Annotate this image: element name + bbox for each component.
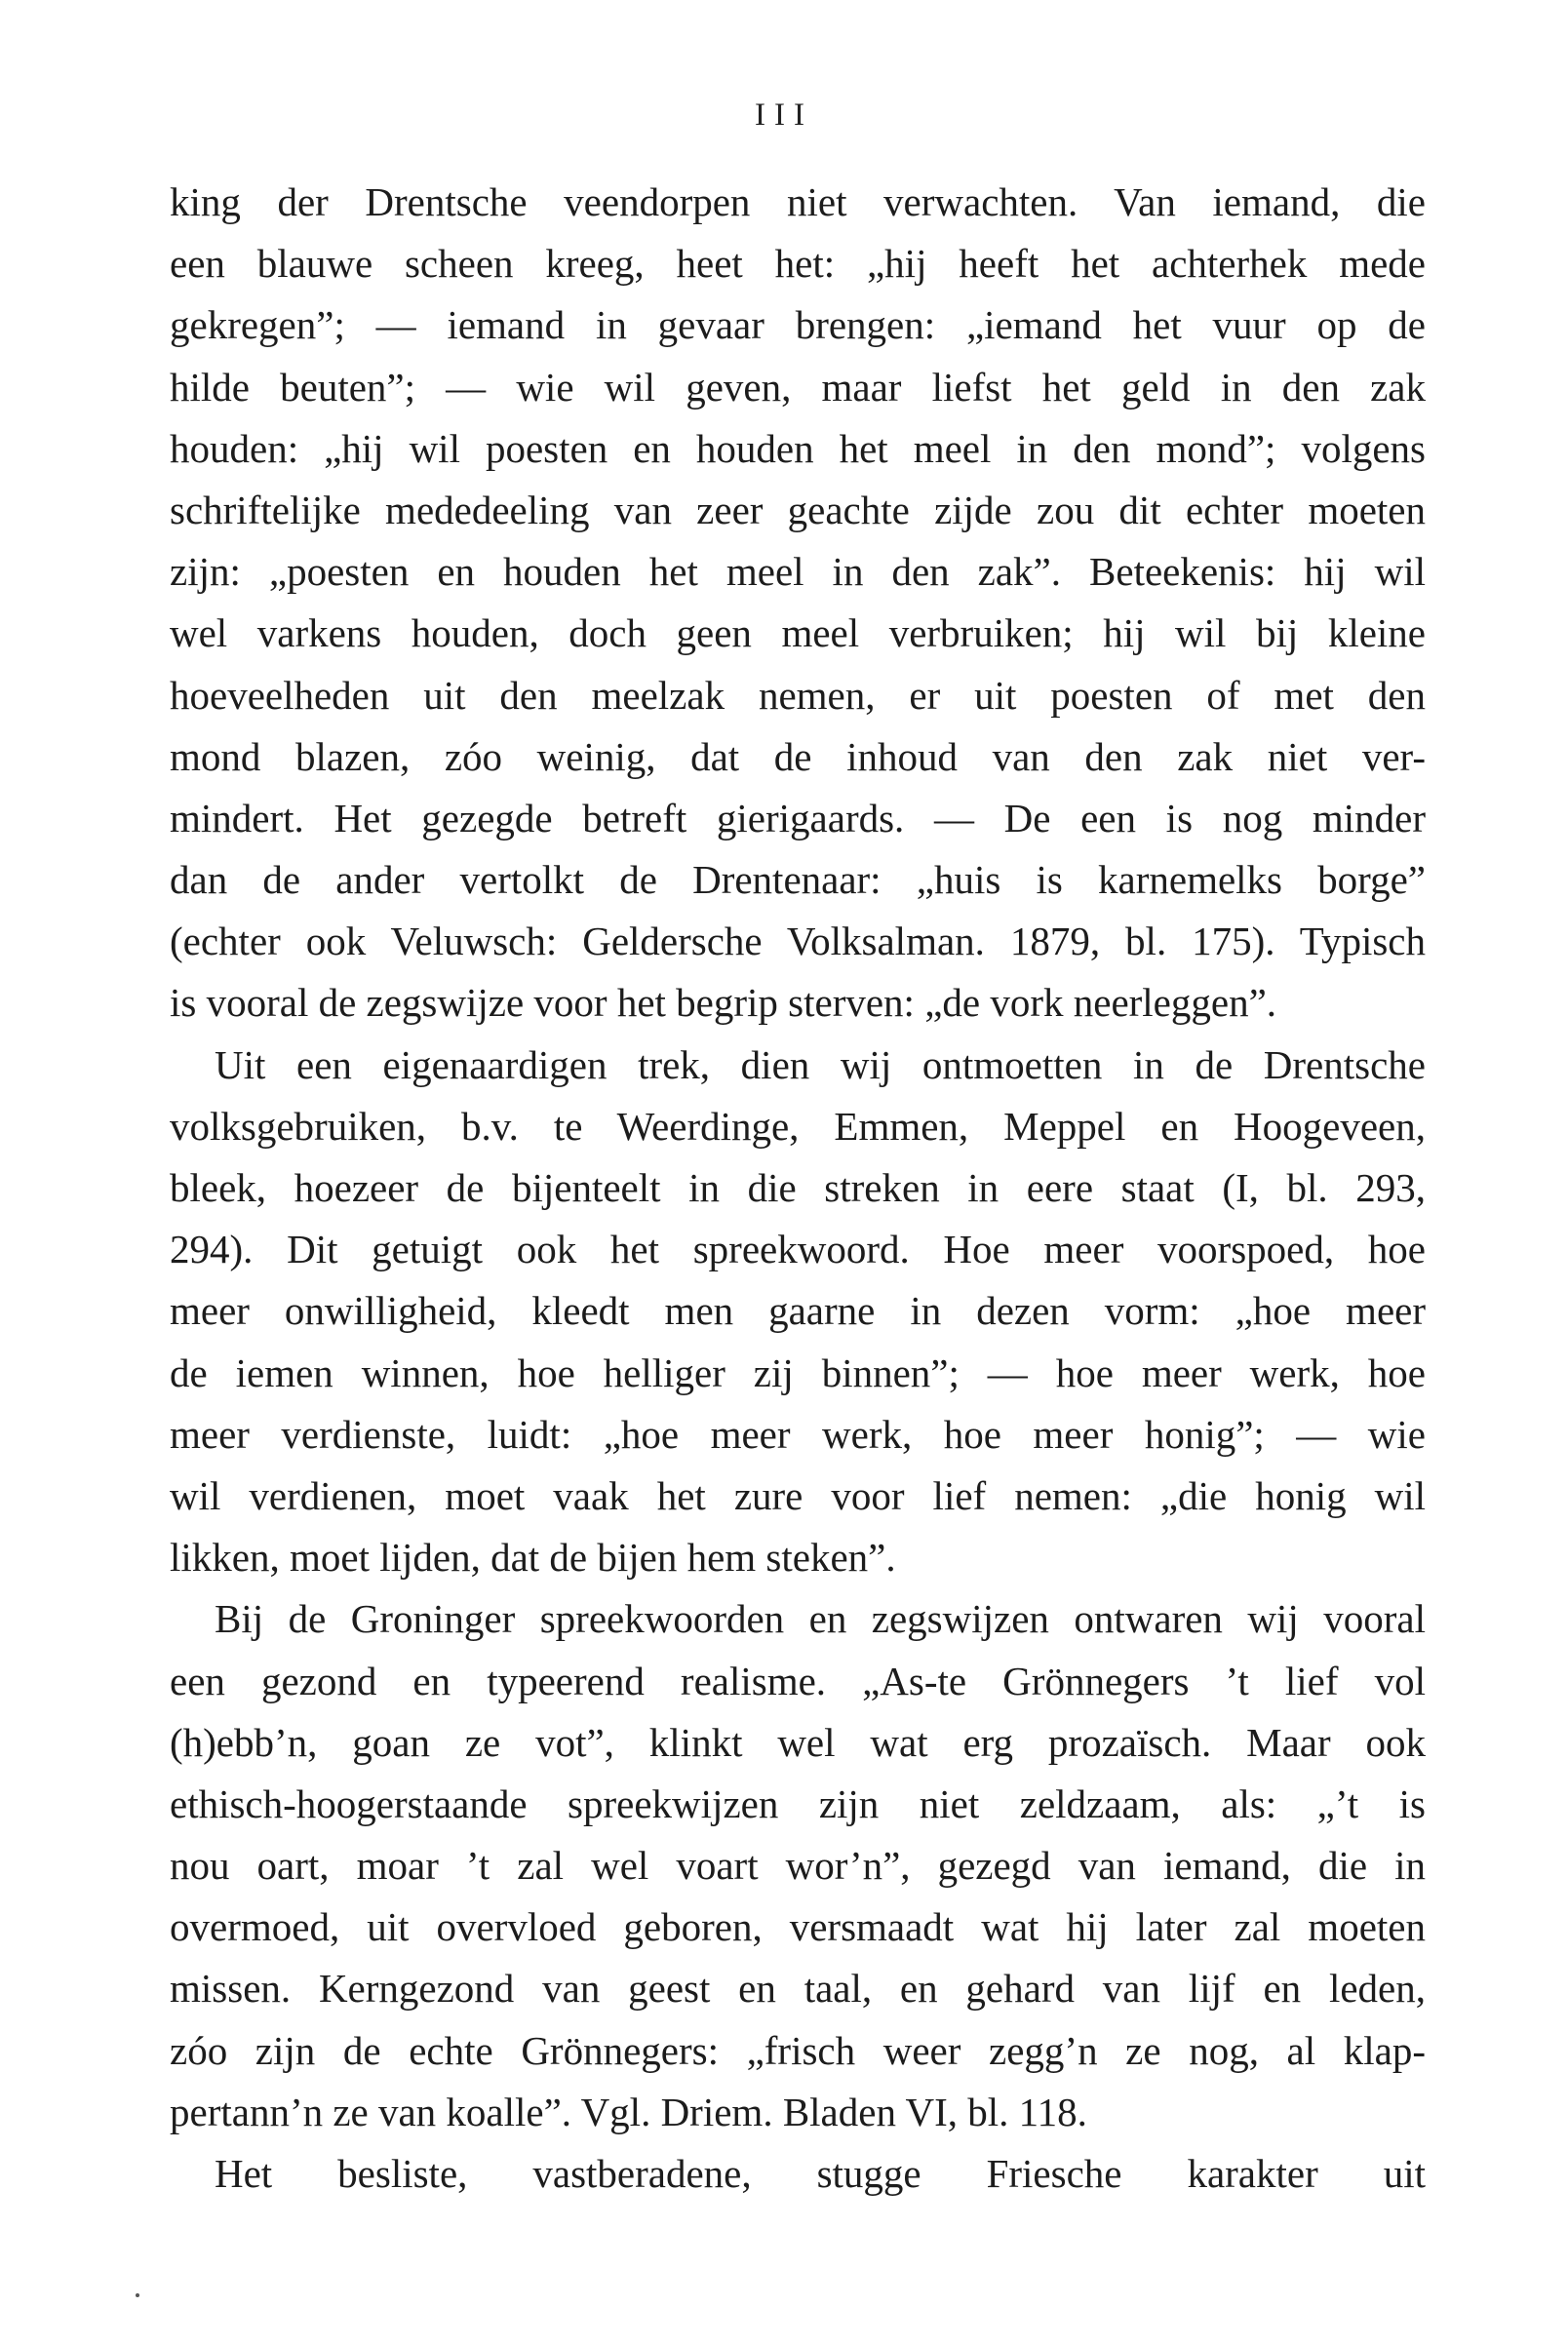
page-number: III [755,98,813,133]
text-line: ethisch-hoogerstaande spreekwijzen zijn niet zeldzaam, als: „’t is [170,1780,1426,1826]
text-line: de iemen winnen, hoe helliger zij binnen”; — hoe meer werk, hoe [170,1349,1426,1395]
text-line: likken, moet lijden, dat de bijen hem steken”. [170,1535,896,1581]
text-line: een gezond en typeerend realisme. „As-te Grönnegers ’t lief vol [170,1658,1426,1703]
text-line: schriftelijke mededeeling van zeer geachte zijde zou dit echter moeten [170,487,1426,532]
text-line: overmoed, uit overvloed geboren, versmaadt wat hij later zal moeten [170,1904,1426,1950]
text-line: hilde beuten”; — wie wil geven, maar liefst het geld in den zak [170,364,1426,410]
text-line: (echter ook Veluwsch: Geldersche Volksalman. 1879, bl. 175). Typisch [170,919,1426,964]
text-line: missen. Kerngezond van geest en taal, en gehard van lijf en leden, [170,1966,1426,2012]
text-line: zijn: „poesten en houden het meel in den zak”. Beteekenis: hij wil [170,549,1426,595]
text-line: houden: „hij wil poesten en houden het meel in den mond”; volgens [170,425,1426,471]
paragraph-start-line: Uit een eigenaardigen trek, dien wij ontmoetten in de Drentsche [215,1041,1426,1087]
text-line: volksgebruiken, b.v. te Weerdinge, Emmen, Meppel en Hoogeveen, [170,1103,1426,1149]
text-line: is vooral de zegswijze voor het begrip sterven: „de vork neerleggen”. [170,980,1277,1026]
text-line: mond blazen, zóo weinig, dat de inhoud van den zak niet ver- [170,733,1426,779]
scan-speck [136,2293,139,2297]
text-line: (h)ebb’n, goan ze vot”, klinkt wel wat erg prozaïsch. Maar ook [170,1719,1426,1765]
text-line: zóo zijn de echte Grönnegers: „frisch weer zegg’n ze nog, al klap- [170,2027,1426,2073]
text-line: king der Drentsche veendorpen niet verwachten. Van iemand, die [170,179,1426,224]
text-line: een blauwe scheen kreeg, heet het: „hij heeft het achterhek mede [170,241,1426,287]
text-line: bleek, hoezeer de bijenteelt in die streken in eere staat (I, bl. 293, [170,1165,1426,1210]
text-line: wel varkens houden, doch geen meel verbruiken; hij wil bij kleine [170,610,1426,656]
body-text [170,172,1426,2205]
paragraph-start-line: Het besliste, vastberadene, stugge Friesche karakter uit [215,2151,1426,2196]
text-line: mindert. Het gezegde betreft gierigaards. — De een is nog minder [170,795,1426,841]
text-line: pertann’n ze van koalle”. Vgl. Driem. Bladen VI, bl. 118. [170,2089,1087,2134]
text-line: meer verdienste, luidt: „hoe meer werk, hoe meer honig”; — wie [170,1411,1426,1457]
text-line: nou oart, moar ’t zal wel voart wor’n”, gezegd van iemand, die in [170,1843,1426,1889]
text-line: 294). Dit getuigt ook het spreekwoord. Hoe meer voorspoed, hoe [170,1227,1426,1272]
text-line: gekregen”; — iemand in gevaar brengen: „iemand het vuur op de [170,302,1426,348]
paragraph-start-line: Bij de Groninger spreekwoorden en zegswijzen ontwaren wij vooral [215,1596,1426,1642]
text-line: meer onwilligheid, kleedt men gaarne in dezen vorm: „hoe meer [170,1288,1426,1334]
text-line: wil verdienen, moet vaak het zure voor lief nemen: „die honig wil [170,1472,1426,1518]
text-line: hoeveelheden uit den meelzak nemen, er uit poesten of met den [170,672,1426,718]
text-line: dan de ander vertolkt de Drentenaar: „huis is karnemelks borge” [170,857,1426,903]
